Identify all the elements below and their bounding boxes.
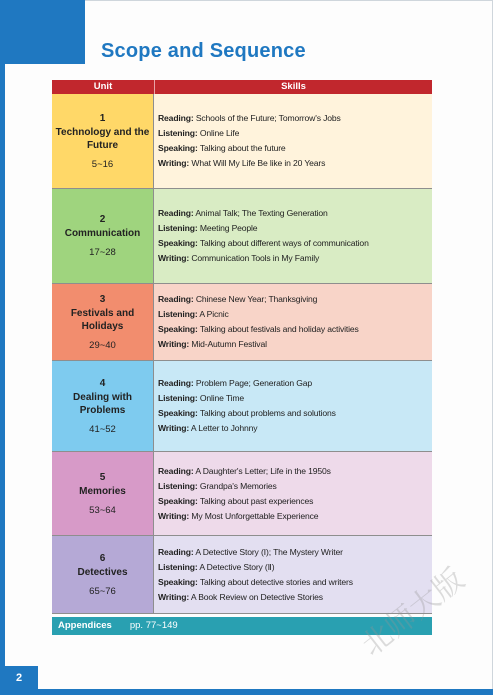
appendices-label: Appendices [58,620,112,631]
speaking-label: Speaking: [158,495,198,506]
reading-label: Reading: [158,546,194,557]
speaking-label: Speaking: [158,576,198,587]
page-title: Scope and Sequence [101,40,306,62]
listening-label: Listening: [158,561,198,572]
unit-title: Communication [64,228,141,239]
listening-line [158,126,432,141]
unit-pages: 65~76 [89,585,116,597]
writing-label: Writing: [158,158,190,168]
skills-cell [154,189,432,283]
header-skills: Skills [281,81,306,92]
unit-cell [52,536,154,613]
left-accent-bar [0,0,5,695]
unit-title: Memories [79,485,126,497]
reading-line [158,464,432,479]
reading-text: Schools of the Future; Tomorrow's Jobs [195,113,341,123]
reading-text: A Daughter's Letter; Life in the 1950s [195,465,331,476]
unit-title: Detectives [77,566,128,578]
unit-number: 3 [99,293,106,305]
writing-line [158,337,432,352]
unit-pages: 53~64 [89,504,116,516]
listening-text: A Detective Story (Ⅱ) [199,561,275,572]
listening-label: Listening: [158,480,198,491]
reading-label: Reading: [158,294,194,304]
listening-text: A Picnic [199,309,229,319]
reading-line [158,206,432,221]
unit-number: 6 [99,552,106,564]
reading-text: Animal Talk; The Texting Generation [195,208,328,218]
writing-line [158,251,432,266]
unit-pages: 41~52 [89,423,116,435]
writing-label: Writing: [158,253,190,263]
speaking-text: Talking about problems and solutions [199,408,336,418]
listening-line [158,391,432,406]
reading-label: Reading: [158,113,194,123]
unit-row-4 [52,361,432,452]
writing-text: A Book Review on Detective Stories [190,591,323,602]
writing-line [158,421,432,436]
speaking-text: Talking about detective stories and writers [199,576,353,587]
reading-label: Reading: [158,378,194,388]
writing-text: A Letter to Johnny [190,423,258,433]
reading-line [158,545,432,560]
reading-label: Reading: [158,208,194,218]
header-unit: Unit [52,80,155,94]
unit-row-3 [52,284,432,361]
appendices-pages: pp. 77~149 [129,620,178,631]
reading-line [158,292,432,307]
skills-cell [154,452,432,535]
speaking-line [158,141,432,156]
listening-line [158,560,432,575]
unit-title: Festivals and Holidays [70,307,135,332]
unit-title: Technology and the Future [55,126,150,151]
speaking-text: Talking about the future [199,143,286,153]
listening-text: Online Life [199,128,240,138]
listening-text: Grandpa's Memories [199,480,277,491]
writing-label: Writing: [158,510,190,521]
writing-text: What Will My Life Be like in 20 Years [191,158,326,168]
writing-label: Writing: [158,591,190,602]
speaking-line [158,322,432,337]
listening-line [158,221,432,236]
watermark: 北师大版 [354,561,472,664]
listening-label: Listening: [158,309,198,319]
listening-line [158,479,432,494]
writing-line [158,509,432,524]
unit-title: Dealing with Problems [73,391,132,416]
listening-text: Online Time [199,393,245,403]
page-number: 2 [0,666,38,689]
skills-cell [154,94,432,188]
bottom-accent-bar [0,689,493,695]
speaking-label: Speaking: [158,143,198,153]
listening-text: Meeting People [199,223,258,233]
listening-label: Listening: [158,393,198,403]
unit-number: 1 [99,112,106,124]
unit-number: 2 [99,214,106,225]
unit-row-2 [52,189,432,284]
reading-label: Reading: [158,465,194,476]
unit-cell [52,361,154,451]
writing-text: Communication Tools in My Family [191,253,320,263]
skills-cell [154,361,432,451]
unit-cell [52,189,154,283]
listening-label: Listening: [158,223,198,233]
speaking-label: Speaking: [158,324,198,334]
writing-label: Writing: [158,423,190,433]
unit-pages: 17~28 [89,247,116,258]
reading-line [158,376,432,391]
speaking-text: Talking about past experiences [199,495,314,506]
reading-text: Problem Page; Generation Gap [195,378,313,388]
unit-cell [52,452,154,535]
reading-text: Chinese New Year; Thanksgiving [195,294,318,304]
speaking-line [158,236,432,251]
unit-row-1 [52,94,432,189]
writing-text: My Most Unforgettable Experience [191,510,319,521]
writing-text: Mid-Autumn Festival [191,339,267,349]
speaking-label: Speaking: [158,238,198,248]
unit-row-5 [52,452,432,536]
top-accent-tab [0,0,85,64]
reading-line [158,111,432,126]
unit-pages: 5~16 [91,158,114,170]
skills-cell [154,284,432,360]
unit-number: 4 [99,377,106,389]
writing-label: Writing: [158,339,190,349]
speaking-line [158,406,432,421]
unit-cell [52,284,154,360]
speaking-text: Talking about festivals and holiday activities [199,324,359,334]
reading-text: A Detective Story (Ⅰ); The Mystery Writer [195,546,343,557]
speaking-text: Talking about different ways of communication [199,238,369,248]
listening-label: Listening: [158,128,198,138]
scope-sequence-table [52,80,432,614]
speaking-label: Speaking: [158,408,198,418]
table-header [52,80,432,94]
writing-line [158,156,432,171]
unit-number: 5 [99,471,106,483]
unit-pages: 29~40 [89,339,116,351]
unit-cell [52,94,154,188]
listening-line [158,307,432,322]
speaking-line [158,494,432,509]
